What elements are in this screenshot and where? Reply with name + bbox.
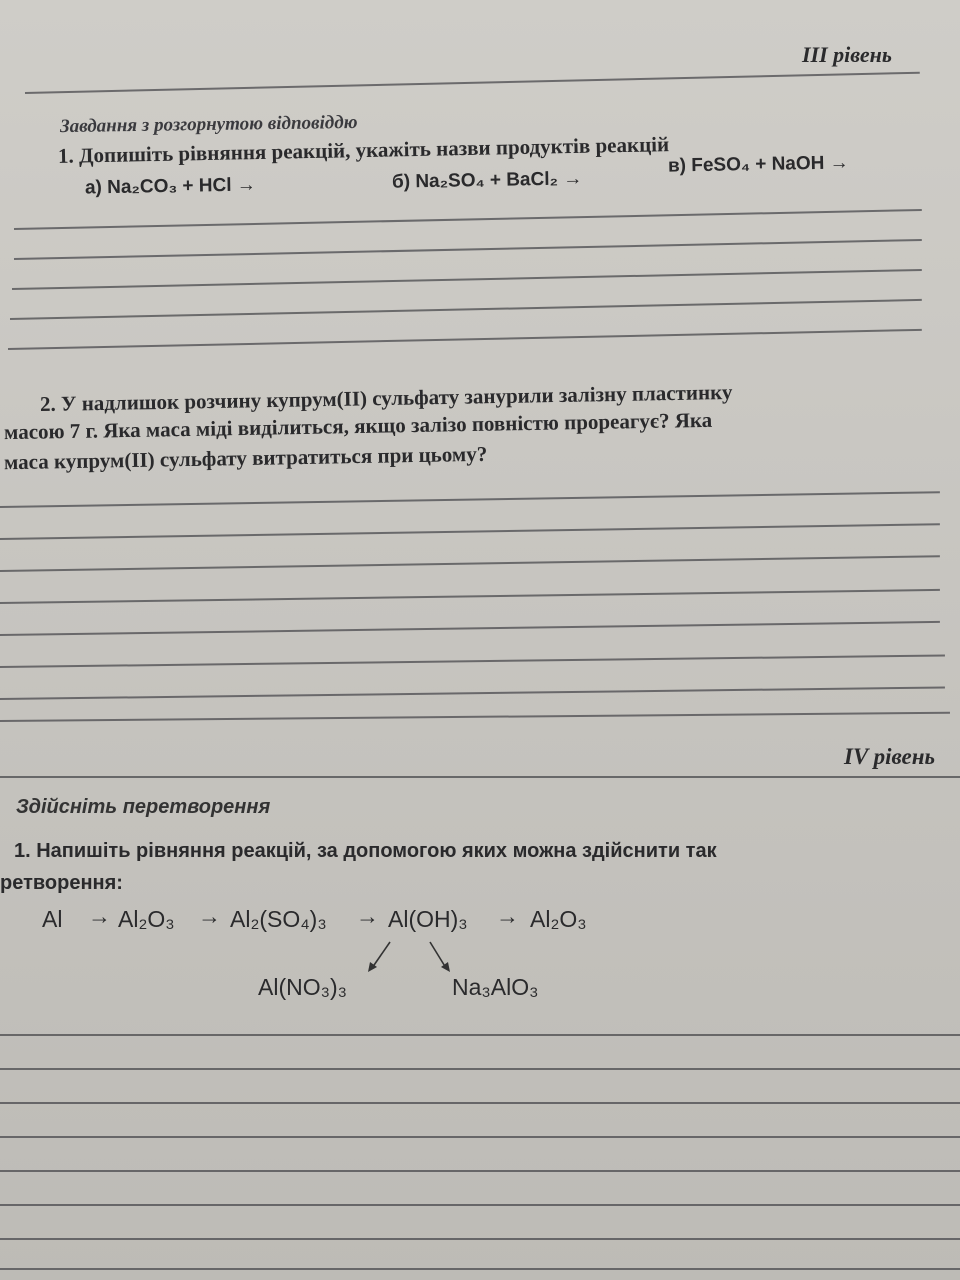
task-4-1-line-1: 1. Напишіть рівняння реакцій, за допомогою яких можна здійснити так (14, 840, 717, 862)
chain-species-al2o3-final: Al₂O₃ (530, 906, 587, 932)
chain-species-aloh3: Al(OH)₃ (388, 906, 468, 932)
chain-arrow-4: → (496, 903, 519, 929)
answer-line (0, 555, 940, 572)
branch-arrow-right (430, 942, 446, 968)
task-1-text: 1. Допишіть рівняння реакцій, укажіть назви продуктів реакцій (57, 132, 670, 168)
section-title-extended-answer: Завдання з розгорнутою відповіддю (59, 111, 358, 138)
answer-line (0, 1102, 960, 1104)
header-rule (25, 72, 920, 94)
chain-species-al: Al (42, 906, 63, 932)
answer-line (0, 589, 940, 604)
chain-arrow-3: → (356, 903, 379, 929)
chain-species-al2o3: Al₂O₃ (118, 906, 175, 932)
chain-arrow-1: → (88, 903, 111, 929)
answer-line (0, 1170, 960, 1172)
answer-line (10, 299, 922, 320)
answer-line (14, 239, 922, 260)
level-4-header: IV рівень (844, 744, 936, 769)
answer-line (8, 329, 922, 350)
reaction-c: в) FeSO₄ + NaOH → (667, 152, 849, 177)
answer-line (0, 1268, 960, 1270)
reaction-b: б) Na₂SO₄ + BaCl₂ → (391, 168, 583, 193)
chain-arrow-2: → (198, 903, 221, 929)
chain-species-al2so43: Al₂(SO₄)₃ (230, 906, 327, 932)
task-2-line-1: 2. У надлишок розчину купрум(II) сульфату занурили залізну пластинку (39, 379, 733, 417)
answer-line (0, 621, 940, 636)
answer-line (0, 1204, 960, 1206)
chain-species-alno33: Al(NO₃)₃ (258, 974, 348, 1000)
answer-line (0, 491, 940, 508)
chain-species-na3alo3: Na₃AlO₃ (452, 974, 539, 1000)
task-2-line-2: масою 7 г. Яка маса міді виділиться, якщо залізо повністю прореагує? Яка (3, 407, 713, 445)
answer-line (0, 1068, 960, 1070)
reaction-a: а) Na₂CO₃ + HCl → (84, 174, 257, 199)
answer-line (12, 269, 922, 290)
answer-line (0, 1034, 960, 1036)
task-4-1-line-2: ретворення: (0, 872, 123, 894)
branch-arrow-left (372, 942, 390, 968)
level-3-header: III рівень (802, 42, 892, 67)
task-2-line-3: маса купрум(II) сульфату витратиться при цьому? (3, 441, 488, 475)
branch-arrows (360, 938, 460, 978)
answer-line (0, 1136, 960, 1138)
answer-line (0, 712, 950, 722)
answer-line (0, 523, 940, 540)
answer-line (0, 686, 945, 700)
answer-line (0, 1238, 960, 1240)
header-rule (0, 776, 960, 778)
answer-line (14, 209, 922, 230)
section-title-transformations: Здійсніть перетворення (16, 796, 271, 818)
answer-line (0, 654, 945, 668)
